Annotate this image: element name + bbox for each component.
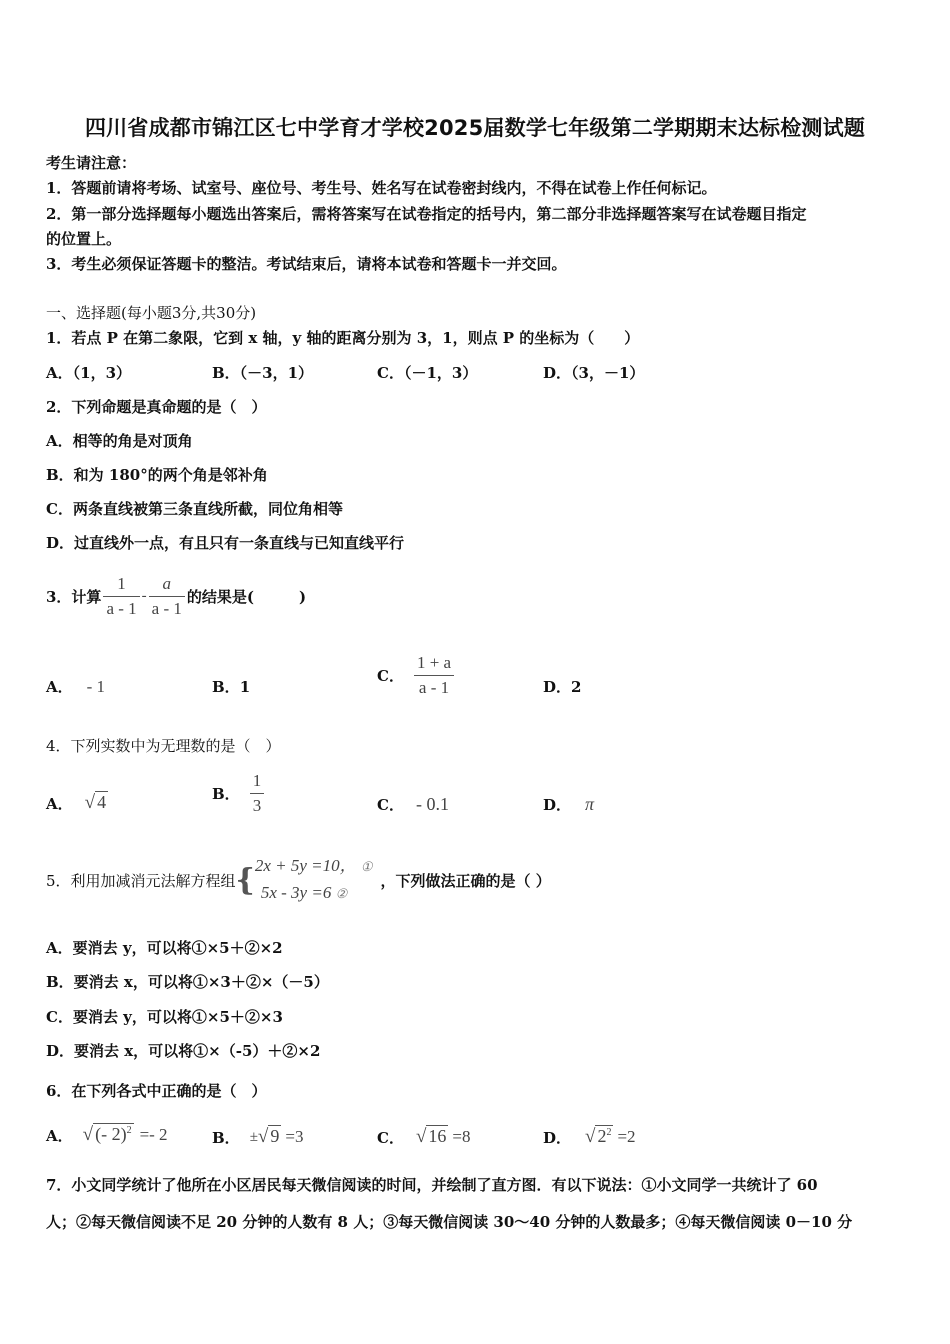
notice-heading: 考生请注意： [46, 154, 137, 172]
q3-f2-den: a - 1 [151, 598, 182, 618]
q3-option-c-den: a - 1 [418, 677, 450, 697]
q3-f1-num: 1 [103, 574, 139, 597]
q4-option-b [212, 768, 266, 818]
q5-option-a: A．要消去 y，可以将①×5＋②×2 [46, 939, 283, 957]
q3-f2-num: a [149, 574, 185, 597]
q4-option-a [46, 792, 108, 814]
q2-option-a: A．相等的角是对顶角 [46, 432, 193, 450]
q5-option-b: B．要消去 x，可以将①×3＋②×（－5） [46, 973, 329, 991]
notice-item: 的位置上。 [46, 230, 122, 248]
q6-option-a [46, 1124, 168, 1146]
q5-eq2 [255, 880, 373, 907]
q1-option-c: C．（－1，3） [377, 364, 478, 382]
q6-option-d-sqrt: √ $2^2$ [585, 1126, 612, 1147]
q4-option-d-value: π [585, 794, 595, 814]
q6-option-d-radicand [595, 1125, 613, 1146]
q4-option-a-label: A． [46, 794, 73, 813]
q3-option-c [377, 650, 456, 700]
q3-f1-den: a - 1 [106, 598, 137, 618]
question-6-stem: 6．在下列各式中正确的是（ ） [46, 1082, 267, 1100]
q6-option-a-label: A． [46, 1126, 73, 1145]
q5-eq1-text: 2x + 5y =10， [254, 856, 357, 875]
q3-option-b-label: B． [212, 678, 240, 696]
q3-option-a-value: - 1 [86, 676, 106, 696]
q6-option-d-base: 2 [597, 1126, 607, 1146]
q3-prefix: 3．计算 [46, 587, 102, 606]
q4-option-c-value: - 0.1 [415, 794, 449, 814]
q6-option-c-rest: =8 [452, 1127, 471, 1146]
notice-item: 1．答题前请将考场、试室号、座位号、考生号、姓名写在试卷密封线内，不得在试卷上作任何标记。 [46, 179, 717, 197]
q4-option-c-label: C． [377, 796, 404, 814]
q5-prefix: 5．利用加减消元法解方程组 [46, 871, 236, 890]
q6-option-a-base: (- 2) [95, 1124, 127, 1144]
q2-option-c: C．两条直线被第三条直线所截，同位角相等 [46, 500, 343, 518]
q6-option-b-label: B． [212, 1128, 240, 1147]
q2-option-d: D．过直线外一点，有且只有一条直线与已知直线平行 [46, 534, 405, 552]
q3-fraction-2 [149, 574, 185, 619]
q3-option-d-value: 2 [571, 678, 582, 696]
q6-option-a-radicand [93, 1123, 133, 1144]
question-4-stem: 4．下列实数中为无理数的是（ ） [46, 737, 281, 755]
question-2-stem: 2．下列命题是真命题的是（ ） [46, 398, 267, 416]
q4-option-b-num: 1 [250, 771, 265, 794]
q5-option-d: D．要消去 x，可以将①×（-5）＋②×2 [46, 1042, 321, 1060]
q6-option-c-label: C． [377, 1128, 404, 1147]
q5-option-c: C．要消去 y，可以将①×5＋②×3 [46, 1008, 283, 1026]
q6-option-a-sqrt: √ (- 2)$^2$ [82, 1124, 132, 1145]
q4-option-a-sqrt: √ 4 [84, 792, 107, 813]
q4-option-d-label: D． [543, 796, 572, 814]
q5-eq2-mark: ② [335, 886, 348, 901]
q4-option-b-den: 3 [252, 795, 262, 815]
q6-option-b-radicand: 9 [270, 1126, 280, 1146]
page-title: 四川省成都市锦江区七中学育才学校2025届数学七年级第二学期期末达标检测试题 [84, 116, 866, 140]
q1-option-d: D．（3，－1） [543, 364, 645, 382]
q6-option-a-rest: =- 2 [139, 1125, 168, 1144]
q3-option-c-num: 1 + a [414, 653, 454, 676]
q3-option-a-label: A． [46, 678, 73, 696]
system-brace: { [235, 862, 255, 898]
q6-option-b-sqrt: √ 9 [257, 1126, 280, 1147]
q3-option-b-value: 1 [239, 678, 251, 696]
notice-item: 3．考生必须保证答题卡的整洁。考试结束后，请将本试卷和答题卡一并交回。 [46, 255, 567, 273]
q4-option-b-label: B． [212, 784, 240, 803]
equation-system [255, 853, 373, 907]
notice-item: 2．第一部分选择题每小题选出答案后，需将答案写在试卷指定的括号内，第二部分非选择题答案写在试卷题目指定 [46, 205, 807, 223]
q6-option-a-exp: 2 [126, 1125, 132, 1136]
question-7-line-1: 7．小文同学统计了他所在小区居民每天微信阅读的时间，并绘制了直方图．有以下说法：①小文同学一共统计了 60 [46, 1176, 818, 1194]
q6-option-d-rest: =2 [617, 1127, 636, 1146]
q1-option-a: A．（1，3） [46, 364, 132, 382]
q3-option-d [543, 676, 581, 697]
q1-option-b: B．（－3，1） [212, 364, 314, 382]
q3-option-d-label: D． [543, 678, 572, 696]
question-3-stem [46, 566, 306, 626]
q6-option-c-sqrt: √ 16 [415, 1126, 447, 1147]
q3-option-a [46, 676, 105, 697]
q3-option-c-label: C． [377, 666, 404, 685]
q6-option-c [377, 1126, 470, 1148]
q3-fraction-1 [103, 574, 139, 619]
q3-option-c-fraction [414, 653, 454, 698]
q6-option-d-exp: 2 [606, 1127, 612, 1138]
q2-option-b: B．和为 180°的两个角是邻补角 [46, 466, 268, 484]
q3-suffix: 的结果是( ) [186, 587, 307, 606]
q5-eq2-text: 5x - 3y =6 [260, 883, 332, 902]
q3-minus: - [141, 587, 147, 604]
q5-eq1-mark: ① [360, 859, 373, 874]
q6-option-b-pm: ± [249, 1128, 258, 1145]
q4-option-c [377, 794, 449, 815]
q5-eq1 [255, 853, 373, 880]
q6-option-d [543, 1126, 636, 1148]
question-5-stem [46, 850, 551, 910]
q6-option-b-rest: =3 [285, 1127, 304, 1146]
q6-option-d-label: D． [543, 1128, 572, 1147]
question-7-line-2: 人；②每天微信阅读不足 20 分钟的人数有 8 人；③每天微信阅读 30～40 分钟的人数最多；④每天微信阅读 0－10 分 [46, 1213, 853, 1231]
q6-option-c-radicand: 16 [428, 1126, 447, 1146]
q5-suffix: ，下列做法正确的是（ ） [380, 871, 551, 890]
section-heading: 一、选择题(每小题3分,共30分) [46, 304, 257, 322]
q6-option-b [212, 1126, 303, 1148]
question-1-stem: 1．若点 P 在第二象限，它到 x 轴，y 轴的距离分别为 3，1，则点 P 的坐标为（ ） [46, 329, 640, 347]
q4-option-b-fraction [250, 771, 265, 816]
q3-option-b [212, 676, 250, 697]
q4-option-d [543, 794, 594, 815]
q4-option-a-radicand: 4 [97, 792, 107, 812]
